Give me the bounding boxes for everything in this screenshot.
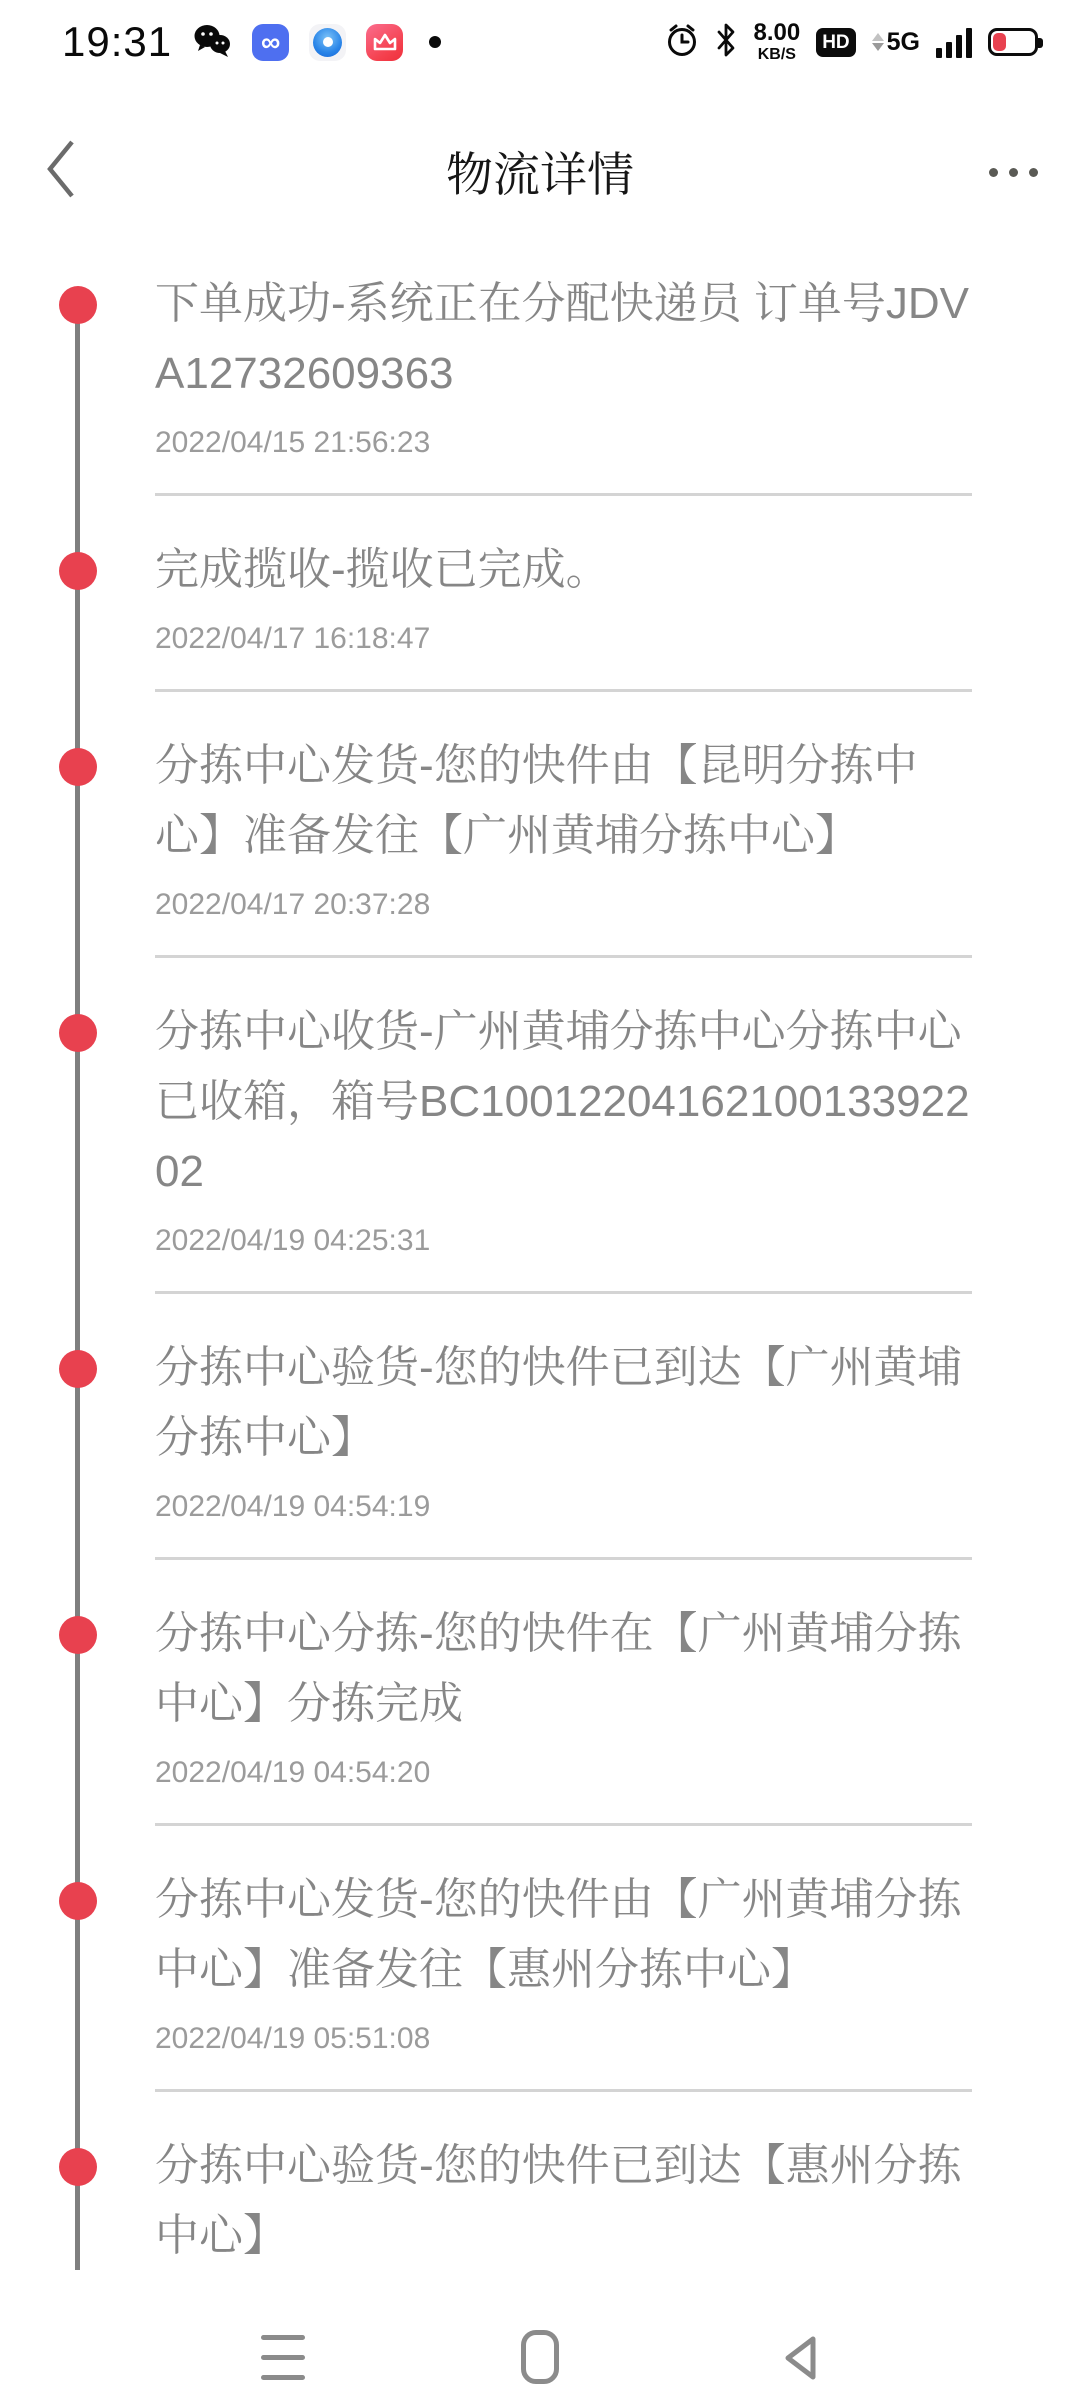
- battery-icon: [988, 28, 1038, 56]
- event-timestamp: 2022/04/17 20:37:28: [155, 888, 431, 921]
- alarm-icon: [665, 22, 699, 63]
- event-timestamp: 2022/04/19 05:51:08: [155, 2022, 431, 2055]
- event-description: 分拣中心发货-您的快件由【昆明分拣中心】准备发往【广州黄埔分拣中心】: [155, 741, 918, 860]
- bluetooth-icon: [715, 22, 737, 63]
- system-nav-bar: [0, 2270, 1080, 2400]
- timeline-dot-icon: [59, 748, 97, 786]
- timeline-event: [155, 2092, 972, 2270]
- status-bar: [0, 0, 1080, 76]
- timeline-dot-icon: [59, 1616, 97, 1654]
- back-triangle-icon: [780, 2333, 820, 2383]
- event-description: 下单成功-系统正在分配快递员 订单号JDVA12732609363: [155, 279, 969, 398]
- timeline-dot-icon: [59, 286, 97, 324]
- hd-badge: HD: [816, 28, 855, 57]
- home-button[interactable]: [521, 2330, 559, 2384]
- notification-dot: [429, 36, 441, 48]
- event-timestamp: 2022/04/19 04:25:31: [155, 1224, 431, 1257]
- network-speed: 8.00 KB/S: [753, 19, 801, 63]
- timeline-dot-icon: [59, 1350, 97, 1388]
- timeline-dot-icon: [59, 1882, 97, 1920]
- event-description: 分拣中心发货-您的快件由【广州黄埔分拣中心】准备发往【惠州分拣中心】: [155, 1875, 962, 1994]
- timeline-dot-icon: [59, 2148, 97, 2186]
- infinity-app-icon: ∞: [252, 24, 289, 61]
- event-description: 分拣中心分拣-您的快件在【广州黄埔分拣中心】分拣完成: [155, 1609, 962, 1728]
- timeline-event: [155, 958, 972, 1291]
- network-type-indicator: 5G: [872, 28, 920, 57]
- timeline-event: [155, 1826, 972, 2089]
- timeline-dot-icon: [59, 1014, 97, 1052]
- timeline-event: [155, 496, 972, 689]
- signal-bars-icon: [936, 26, 972, 58]
- event-description: 分拣中心验货-您的快件已到达【广州黄埔分拣中心】: [155, 1343, 962, 1462]
- game-app-icon: [366, 24, 403, 61]
- timeline-event: [155, 1294, 972, 1557]
- event-description: 分拣中心收货-广州黄埔分拣中心分拣中心已收箱，箱号BC1001220416210013392202: [155, 1007, 970, 1196]
- clock-time: 19:31: [62, 18, 173, 65]
- nav-back-button[interactable]: [780, 2333, 820, 2388]
- timeline-line: [75, 304, 80, 2270]
- event-timestamp: 2022/04/17 16:18:47: [155, 622, 431, 655]
- record-circle-app-icon: [309, 24, 346, 61]
- event-description: 分拣中心验货-您的快件已到达【惠州分拣中心】: [155, 2141, 962, 2260]
- data-arrows-icon: [872, 33, 884, 51]
- recents-button[interactable]: [261, 2335, 305, 2380]
- timeline-event: [155, 1560, 972, 1823]
- event-timestamp: 2022/04/15 21:56:23: [155, 426, 431, 459]
- event-timestamp: 2022/04/19 04:54:19: [155, 1490, 431, 1523]
- timeline-dot-icon: [59, 552, 97, 590]
- event-description: 完成揽收-揽收已完成。: [155, 545, 610, 594]
- wechat-icon: [192, 21, 232, 63]
- timeline-event: [155, 692, 972, 955]
- page-title: 物流详情: [446, 148, 634, 201]
- timeline-event: [155, 230, 972, 493]
- event-timestamp: 2022/04/19 04:54:20: [155, 1756, 431, 1789]
- header: [0, 120, 1080, 220]
- logistics-timeline[interactable]: [0, 230, 1080, 2270]
- more-options-button[interactable]: [989, 152, 1038, 192]
